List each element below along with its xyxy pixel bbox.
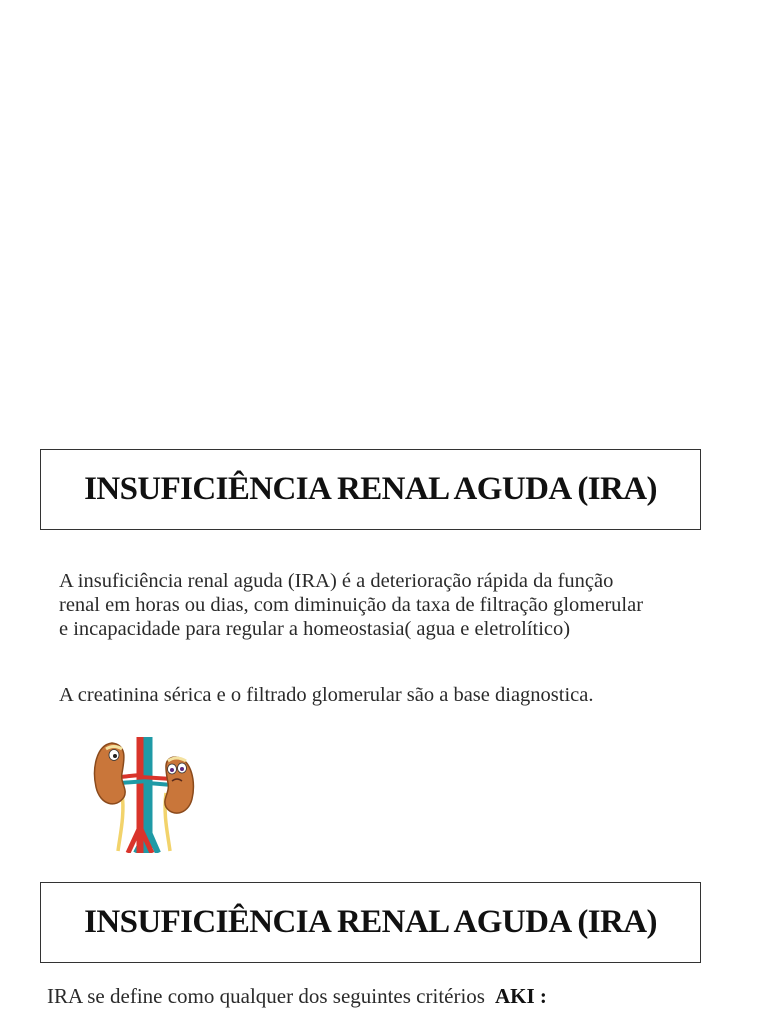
criteria-line — [47, 984, 547, 1009]
diagnosis-paragraph: A creatinina sérica e o filtrado glomerular são a base diagnostica. — [59, 684, 594, 706]
section-title-box — [40, 449, 701, 530]
paragraph-line: renal em horas ou dias, com diminuição da taxa de filtração glomerular — [59, 594, 644, 616]
section-title: INSUFICIÊNCIA RENAL AGUDA (IRA) — [84, 904, 657, 940]
paragraph-line: e incapacidade para regular a homeostasia( agua e eletrolítico) — [59, 618, 571, 640]
criteria-text: IRA se define como qualquer dos seguintes critérios — [47, 984, 485, 1008]
aki-label: AKI : — [494, 984, 547, 1008]
section-title-box — [40, 882, 701, 963]
definition-paragraph — [59, 569, 643, 641]
paragraph-line: A insuficiência renal aguda (IRA) é a deterioração rápida da função — [59, 570, 614, 592]
kidney-cartoon-icon — [92, 735, 196, 853]
section-title: INSUFICIÊNCIA RENAL AGUDA (IRA) — [84, 471, 657, 507]
